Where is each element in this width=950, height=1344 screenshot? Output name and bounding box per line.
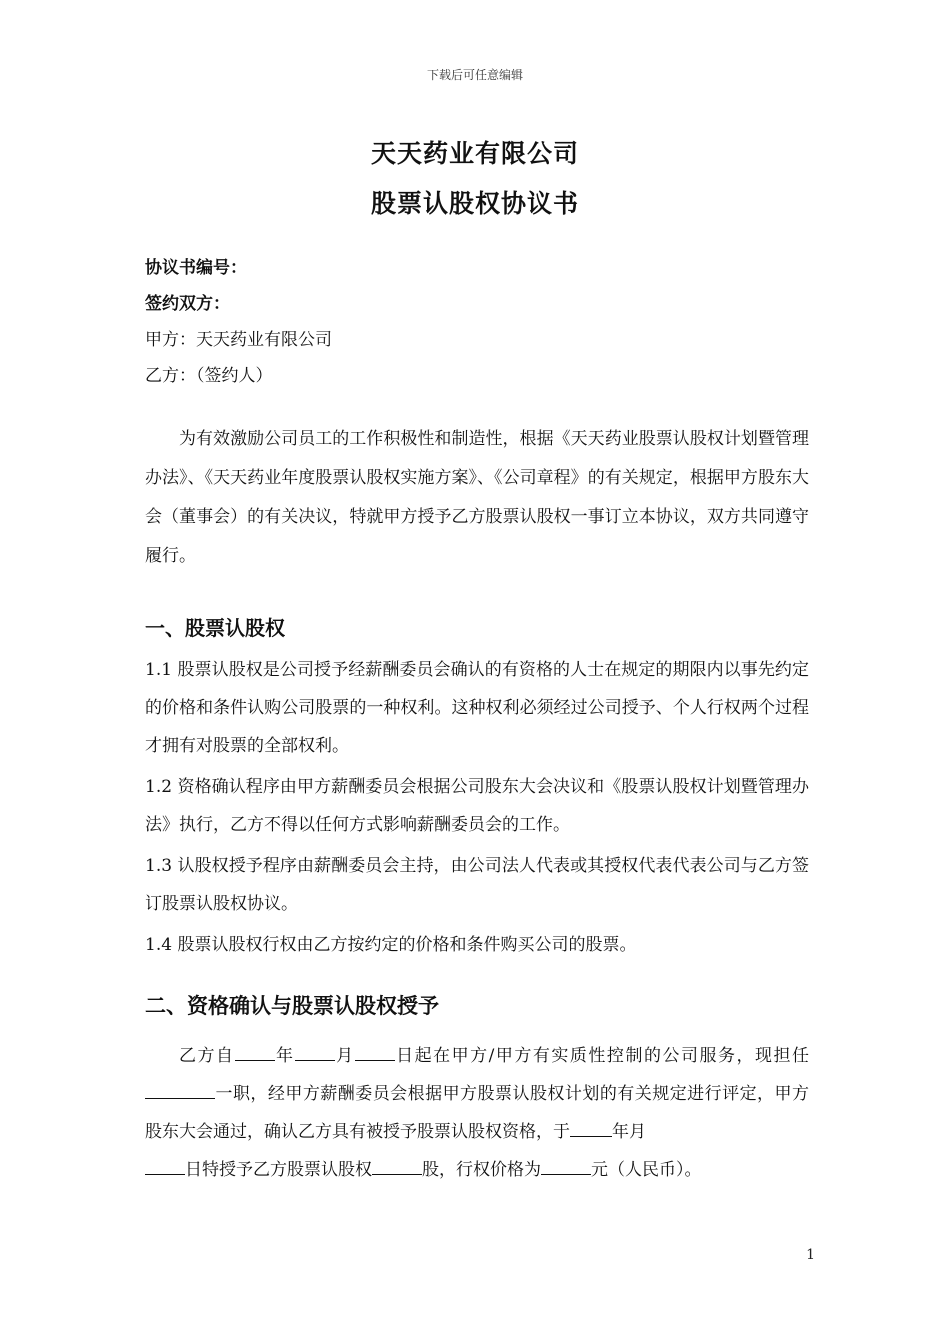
start-day-blank[interactable] [355, 1042, 395, 1061]
start-year-blank[interactable] [235, 1042, 275, 1061]
grant-amount-line [145, 1151, 809, 1189]
party-b: 乙方：（签约人） [145, 366, 273, 386]
clause-1-1: 1.1 股票认股权是公司授予经薪酬委员会确认的有资格的人士在规定的期限内以事先约定的价格和条件认购公司股票的一种权利。这种权利必须经过公司授予、个人行权两个过程才拥有对股票的全部权利。 [145, 660, 809, 756]
grant-text-year: 年 [274, 1046, 295, 1066]
grant-day-blank[interactable] [145, 1156, 185, 1175]
section-1-heading: 一、股票认股权 [145, 616, 285, 640]
section-2-heading: 二、资格确认与股票认股权授予 [145, 994, 439, 1018]
header-note: 下载后可任意编辑 [426, 68, 523, 82]
share-count-blank[interactable] [372, 1156, 422, 1175]
grant-text-month: 月 [334, 1046, 355, 1066]
grant-text-price: 股，行权价格为 [422, 1160, 541, 1180]
company-title: 天天药业有限公司 [370, 139, 579, 168]
agreement-meta [145, 250, 809, 394]
grant-paragraph [145, 1037, 809, 1151]
exercise-price-blank[interactable] [541, 1156, 591, 1175]
grant-text-shares: 日特授予乙方股票认股权 [185, 1160, 372, 1180]
start-month-blank[interactable] [295, 1042, 335, 1061]
section-2-body [145, 1037, 809, 1189]
clause-1-4: 1.4 股票认股权行权由乙方按约定的价格和条件购买公司的股票。 [145, 935, 637, 955]
clause-1-2: 1.2 资格确认程序由甲方薪酬委员会根据公司股东大会决议和《股票认股权计划暨管理办法》执行，乙方不得以任何方式影响薪酬委员会的工作。 [145, 777, 809, 835]
section-1-clauses [145, 651, 809, 967]
grant-year-blank[interactable] [570, 1118, 612, 1137]
intro-paragraph: 为有效激励公司员工的工作积极性和制造性，根据《天天药业股票认股权计划暨管理办法》、《天天药业年度股票认股权实施方案》、《公司章程》的有关规定，根据甲方股东大会（董事会）的有关决议，特就甲方授予乙方股票认股权一事订立本协议，双方共同遵守履行。 [145, 429, 809, 566]
grant-text-evaluation: 一职，经甲方薪酬委员会根据甲方股票认股权计划的有关规定进行评定，甲方股东大会通过，确认乙方具有被授予股票认股权资格，于 [145, 1084, 809, 1142]
position-blank[interactable] [145, 1080, 215, 1099]
agreement-number-label: 协议书编号： [145, 258, 247, 278]
parties-label: 签约双方： [145, 294, 230, 314]
agreement-title: 股票认股权协议书 [370, 189, 579, 218]
grant-text-currency: 元（人民币）。 [591, 1160, 702, 1180]
grant-text-start: 乙方自 [179, 1046, 235, 1066]
grant-text-year-month: 年月 [612, 1122, 646, 1142]
party-a: 甲方：天天药业有限公司 [145, 330, 332, 350]
clause-1-3: 1.3 认股权授予程序由薪酬委员会主持，由公司法人代表或其授权代表代表公司与乙方签订股票认股权协议。 [145, 856, 809, 914]
grant-text-service: 日起在甲方/甲方有实质性控制的公司服务，现担任 [394, 1046, 810, 1066]
page-number: 1 [806, 1247, 815, 1263]
